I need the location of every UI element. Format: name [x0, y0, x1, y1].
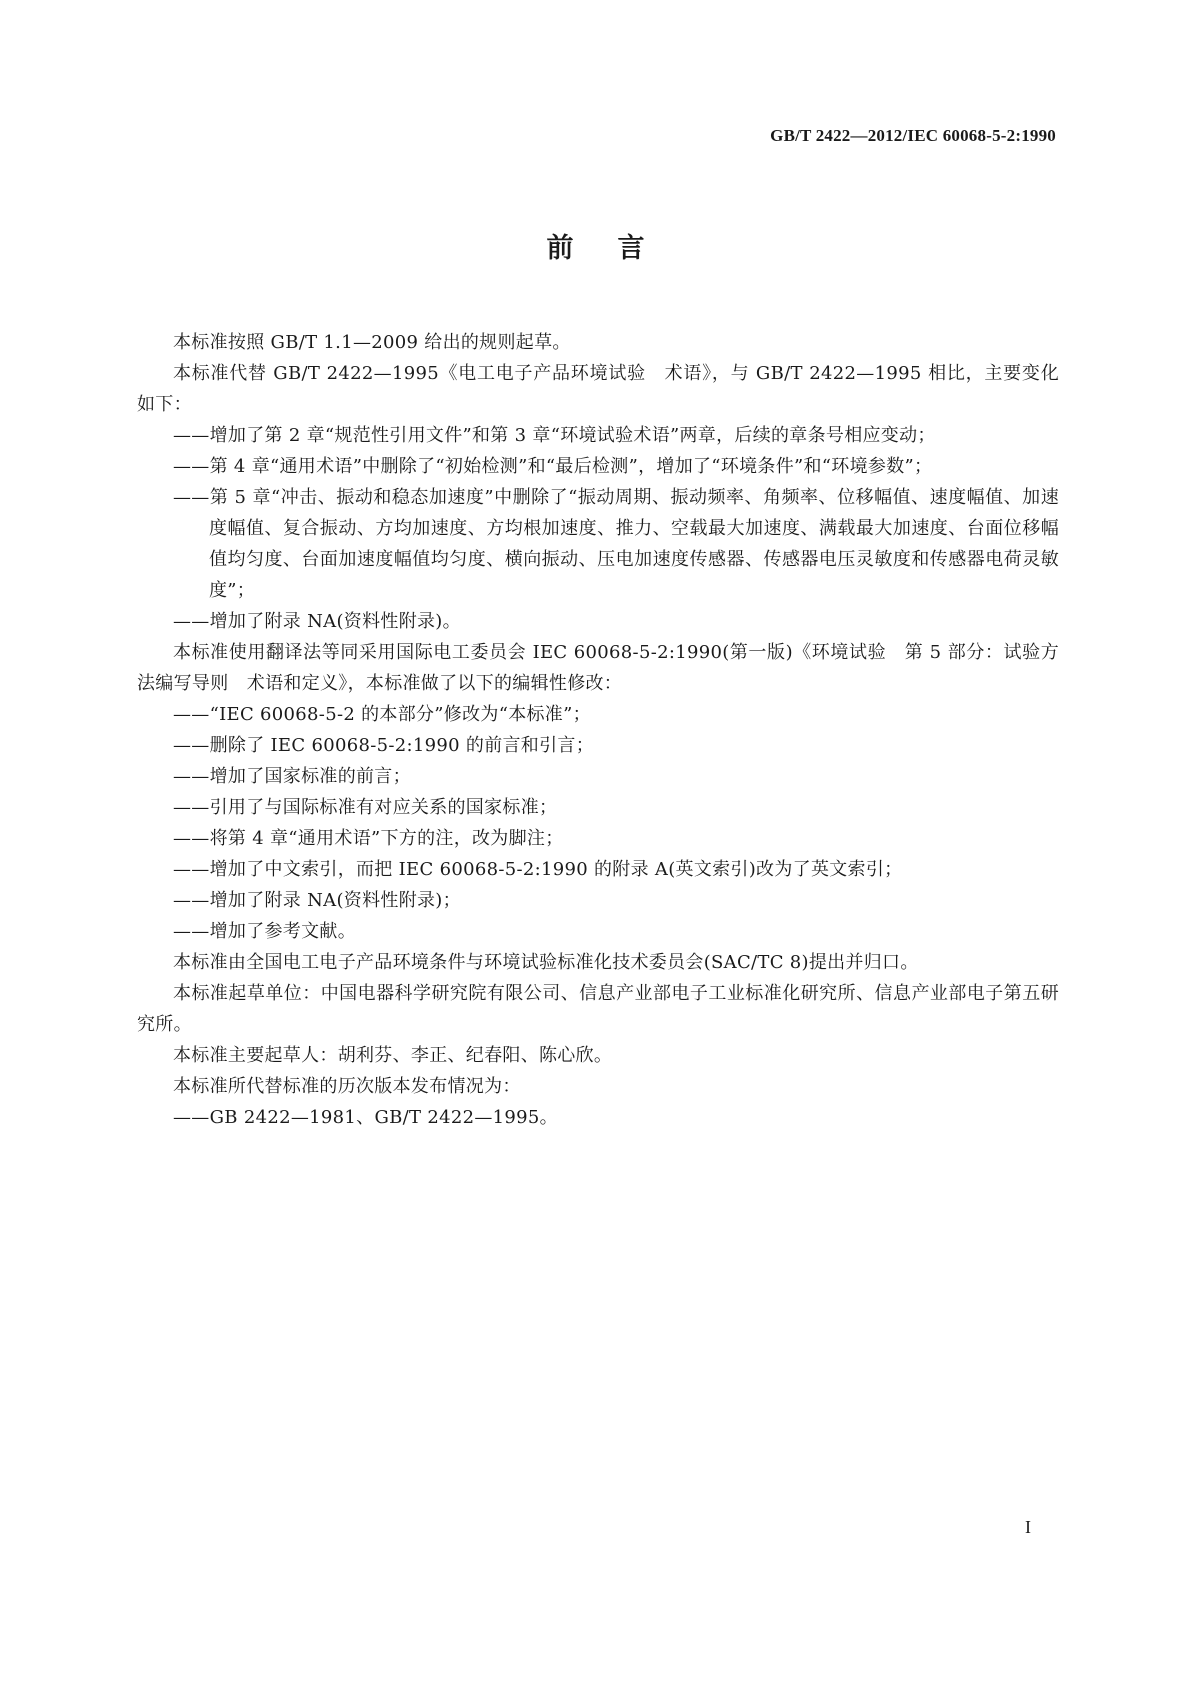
list-item: ——增加了中文索引，而把 IEC 60068-5-2:1990 的附录 A(英文索引)改为了英文索引；	[173, 859, 903, 880]
paragraph-drafting-rules: 本标准按照 GB/T 1.1—2009 给出的规则起草。	[173, 332, 571, 353]
list-item: ——增加了国家标准的前言；	[173, 766, 411, 787]
list-item: ——增加了附录 NA(资料性附录)。	[173, 611, 461, 632]
list-item: ——“IEC 60068-5-2 的本部分”修改为“本标准”；	[173, 704, 591, 725]
paragraph-adoption: 本标准使用翻译法等同采用国际电工委员会 IEC 60068-5-2:1990(第一版)《环境试验 第 5 部分：试验方法编写导则 术语和定义》，本标准做了以下的编辑性修改：	[137, 642, 1059, 694]
paragraph-replacement: 本标准代替 GB/T 2422—1995《电工电子产品环境试验 术语》，与 GB/T 2422—1995 相比，主要变化如下：	[137, 363, 1059, 415]
list-item: ——增加了附录 NA(资料性附录)；	[173, 890, 461, 911]
list-item: ——GB 2422—1981、GB/T 2422—1995。	[173, 1107, 558, 1128]
standard-number-header: GB/T 2422—2012/IEC 60068-5-2:1990	[770, 126, 1056, 145]
page-title: 前言	[546, 233, 689, 264]
list-item: ——增加了参考文献。	[173, 921, 356, 942]
paragraph-proposer: 本标准由全国电工电子产品环境条件与环境试验标准化技术委员会(SAC/TC 8)提出并归口。	[173, 952, 919, 973]
list-item: ——引用了与国际标准有对应关系的国家标准；	[173, 797, 558, 818]
list-item: ——第 4 章“通用术语”中删除了“初始检测”和“最后检测”，增加了“环境条件”和“环境参数”；	[173, 456, 933, 477]
foreword-body	[137, 327, 1059, 1133]
page-number: I	[1025, 1517, 1031, 1537]
list-item: ——删除了 IEC 60068-5-2:1990 的前言和引言；	[173, 735, 594, 756]
list-item: ——增加了第 2 章“规范性引用文件”和第 3 章“环境试验术语”两章，后续的章条号相应变动；	[173, 425, 936, 446]
paragraph-drafting-units: 本标准起草单位：中国电器科学研究院有限公司、信息产业部电子工业标准化研究所、信息产业部电子第五研究所。	[137, 983, 1059, 1035]
list-item: ——第 5 章“冲击、振动和稳态加速度”中删除了“振动周期、振动频率、角频率、位移幅值、速度幅值、加速度幅值、复合振动、方均加速度、方均根加速度、推力、空载最大加速度、满载最大加速度、台面位移幅值均匀度、台面加速度幅值均匀度、横向振动、压电加速度传感器、传感器电压灵敏度和传感器电荷灵敏度”；	[173, 487, 1059, 601]
paragraph-version-history: 本标准所代替标准的历次版本发布情况为：	[173, 1076, 521, 1097]
paragraph-drafters: 本标准主要起草人：胡利芬、李正、纪春阳、陈心欣。	[173, 1045, 613, 1066]
list-item: ——将第 4 章“通用术语”下方的注，改为脚注；	[173, 828, 564, 849]
